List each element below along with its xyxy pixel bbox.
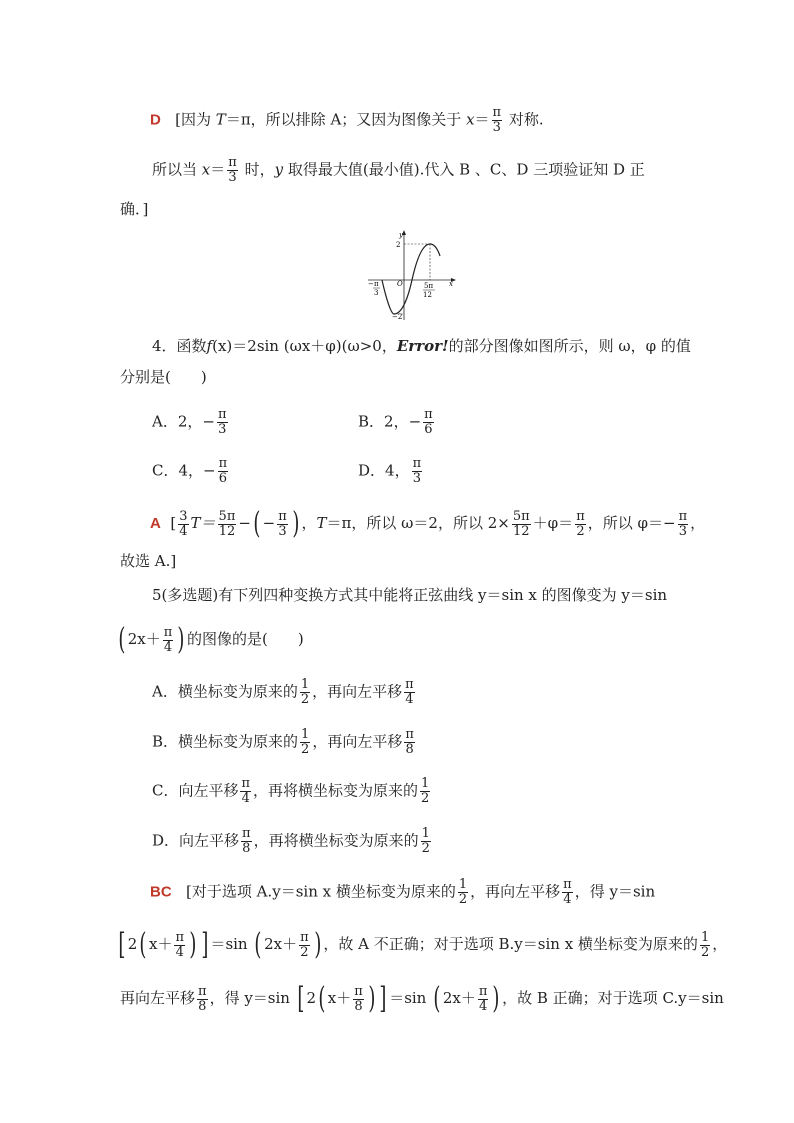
q3-fraction: $\frac{\pi}{3}$ [228,155,237,185]
q4-text: 4．函数 [152,337,207,355]
sine-graph [366,228,458,322]
q3-var-x: x [466,110,475,129]
fraction: $\frac{1}{2}$ [300,677,310,707]
origin-label: O [397,280,403,288]
q5-option-d[interactable]: D．向左平移 $\frac{\pi}{8}$ ，再将横坐标变为原来的 $\frac{1}{2}$ [152,826,430,856]
fraction: $\frac{1}{2}$ [700,929,710,960]
q3-eq: ＝ [210,160,226,179]
sine-curve [382,244,440,314]
q4-var-f: f [206,337,213,355]
y-axis-label: y [399,231,403,239]
q3-var-y: y [274,160,284,179]
q4-option-b[interactable]: B．2，− $\frac{\pi}{6}$ [358,407,433,437]
q4-answer-letter: A [150,515,161,532]
fraction: $\frac{3}{4}$ [179,508,188,539]
q4-option-d[interactable]: D．4， $\frac{\pi}{3}$ [358,456,422,486]
fraction: $\frac{\pi}{4}$ [163,624,173,655]
q5-solution-line2: [ 2( x＋ $\frac{\pi}{4}$ ) ] ＝sin ( 2x＋ $\frac{\pi}{2}$ ) ，故 A 不正确；对于选项 B.y＝sin x 横坐标变为原来的 $\frac{1}{2}$ ， [118,927,728,962]
q5-solution-line3: 再向左平移 $\frac{\pi}{8}$ ，得 y＝sin [ 2( x＋ $\frac{\pi}{8}$ ) ] ＝sin ( 2x＋ $\frac{\pi}{4}$ ) ，故 B 正确；对于选项 C.y＝sin [120,981,724,1016]
q3-text: 对称. [508,110,544,129]
fraction: $\frac{1}{2}$ [421,826,430,856]
q5-stem-line1: 5(多选题)有下列四种变换方式其中能将正弦曲线 y＝sin x 的图像变为 y＝sin [152,586,668,604]
right-label-num: 5π [424,282,434,290]
fraction: $\frac{5\pi}{12}$ [512,508,530,539]
fraction: $\frac{\pi}{2}$ [576,508,585,539]
q4-solution-line2: 故选 A.] [120,552,177,570]
max-label: 2 [396,241,401,249]
fraction: $\frac{\pi}{8}$ [405,727,414,757]
q3-answer-line1 [150,106,544,135]
q5-option-a[interactable]: A．横坐标变为原来的 $\frac{1}{2}$ ，再向左平移 $\frac{\pi}{4}$ [152,677,414,707]
q3-text: 所以当 [152,160,198,179]
fraction: $\frac{\pi}{3}$ [217,407,227,437]
q4-stem-line1 [152,336,691,356]
fraction: $\frac{\pi}{4}$ [563,877,572,907]
q3-fraction: $\frac{\pi}{3}$ [492,105,502,135]
right-label-den: 12 [423,291,432,299]
q3-text: 确．] [120,200,149,218]
fraction: $\frac{\pi}{6}$ [424,407,433,437]
q4-text: (x)＝2sin (ωx＋φ)(ω>0， [212,337,397,355]
q3-var-x: x [201,160,211,179]
fraction: $\frac{\pi}{8}$ [242,826,251,856]
q5-option-b[interactable]: B．横坐标变为原来的 $\frac{1}{2}$ ，再向左平移 $\frac{\pi}{8}$ [152,727,414,757]
fraction: $\frac{\pi}{2}$ [300,929,309,960]
q4-option-c[interactable]: C．4，− $\frac{\pi}{6}$ [152,456,228,486]
fraction: $\frac{\pi}{4}$ [478,983,488,1014]
fraction: $\frac{\pi}{4}$ [241,776,251,806]
q4-stem-line2 [120,367,207,387]
q4-text: 分别是( ) [120,368,207,386]
q4-solution-line1: A [ $\frac{3}{4}$ T＝ $\frac{5\pi}{12}$ −( − $\frac{\pi}{3}$ ) ，T＝π，所以 ω＝2，所以 2× $\frac{5\pi}{12}$ ＋φ＝ $\frac{\pi}{2}$ ，所以 φ＝− $\frac{\pi}{3}$ ， [150,506,706,541]
fraction: $\frac{\pi}{3}$ [678,508,688,539]
left-label-num: π [374,280,379,288]
q4-option-a[interactable]: A．2，− $\frac{\pi}{3}$ [152,407,227,437]
q3-var-T: T [215,110,226,129]
fraction: $\frac{1}{2}$ [301,727,310,757]
q3-text: [因为 [175,110,212,129]
fraction: $\frac{\pi}{6}$ [218,456,228,486]
q4-text: 的部分图像如图所示，则 ω，φ 的值 [448,337,691,355]
fraction: $\frac{\pi}{3}$ [278,508,287,539]
q3-text: ＝π，所以排除 A；又因为图像关于 [225,110,462,129]
fraction: $\frac{5\pi}{12}$ [218,508,236,539]
q3-answer-line2 [152,156,645,185]
q3-eq: ＝ [474,110,490,129]
q3-answer-letter: D [150,111,161,129]
q3-text: 时， [244,160,275,179]
q5-stem-line2: ( 2x＋ $\frac{\pi}{4}$ ) 的图像的是( ) [118,622,304,657]
q5-option-c[interactable]: C．向左平移 $\frac{\pi}{4}$ ，再将横坐标变为原来的 $\frac{1}{2}$ [152,776,430,806]
fraction: $\frac{1}{2}$ [458,877,468,907]
fraction: $\frac{\pi}{8}$ [198,983,207,1014]
x-axis-label: x [449,280,453,288]
q5-solution-line1: BC [对于选项 A.y＝sin x 横坐标变为原来的 $\frac{1}{2}$ ，再向左平移 $\frac{\pi}{4}$ ，得 y＝sin [150,877,656,907]
q3-text: 取得最大值(最小值).代入 B 、C、D 三项验证知 D 正 [287,160,645,179]
left-label-minus: − [368,280,374,288]
q3-answer-line3 [120,199,148,219]
q5-answer-letters: BC [150,883,172,901]
fraction: $\frac{\pi}{8}$ [354,983,363,1014]
q4-error-text: Error! [396,337,449,355]
fraction: $\frac{\pi}{3}$ [412,456,422,486]
fraction: $\frac{\pi}{4}$ [405,677,414,707]
fraction: $\frac{\pi}{4}$ [175,929,184,960]
left-label-den: 3 [374,289,379,297]
fraction: $\frac{1}{2}$ [421,776,430,806]
min-label: −2 [392,313,403,321]
